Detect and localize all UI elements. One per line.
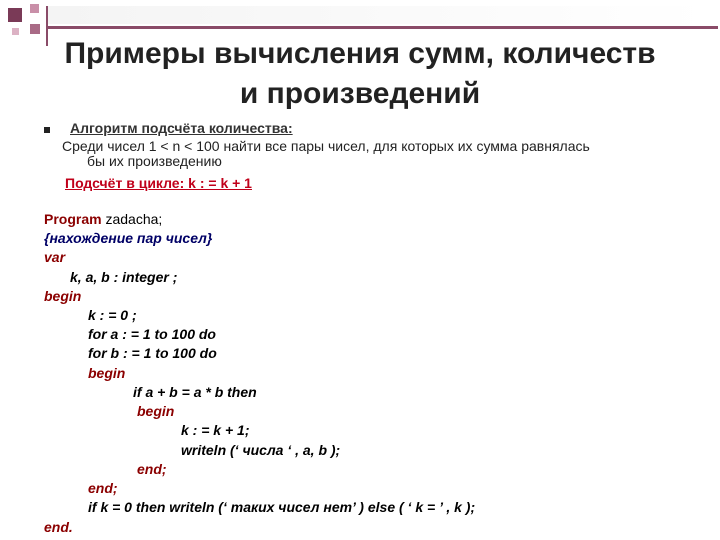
code-line: writeln (‘ числа ‘ , a, b ); — [181, 442, 341, 458]
title-line-1: Примеры вычисления сумм, количеств — [64, 37, 656, 70]
code-line: begin — [44, 288, 82, 304]
decor-square — [30, 24, 40, 34]
code-line: k, a, b : integer ; — [70, 269, 178, 285]
slide-title — [0, 34, 720, 114]
algorithm-heading: Алгоритм подсчёта количества: — [70, 120, 293, 136]
code-keyword: Program — [44, 211, 102, 227]
code-line: end; — [88, 480, 118, 496]
code-line: end. — [44, 519, 73, 535]
code-line: for b : = 1 to 100 do — [88, 345, 217, 361]
decor-square — [8, 8, 22, 22]
code-line: var — [44, 249, 66, 265]
task-description-line-2: бы их произведению — [87, 153, 222, 169]
code-line: k : = k + 1; — [181, 422, 250, 438]
code-comment: {нахождение пар чисел} — [44, 230, 213, 246]
code-line: for a : = 1 to 100 do — [88, 326, 216, 342]
decor-square — [30, 4, 39, 13]
task-description-line-1: Среди чисел 1 < n < 100 найти все пары чисел, для которых их сумма равнялась — [62, 138, 590, 154]
code-line: if a + b = a * b then — [133, 384, 257, 400]
header-underline — [48, 26, 718, 29]
header-bar — [48, 6, 710, 24]
code-text: zadacha; — [101, 211, 163, 227]
code-line: k : = 0 ; — [88, 307, 137, 323]
code-line: begin — [137, 403, 175, 419]
code-line: if k = 0 then writeln (‘ таких чисел нет’ ) else ( ‘ k = ’ , k ); — [88, 499, 476, 515]
code-line: end; — [137, 461, 167, 477]
bullet-square-icon — [44, 127, 50, 133]
code-line: begin — [88, 365, 126, 381]
code-line — [44, 210, 162, 229]
title-line-2: и произведений — [239, 77, 481, 110]
loop-heading: Подсчёт в цикле: k : = k + 1 — [65, 175, 252, 191]
